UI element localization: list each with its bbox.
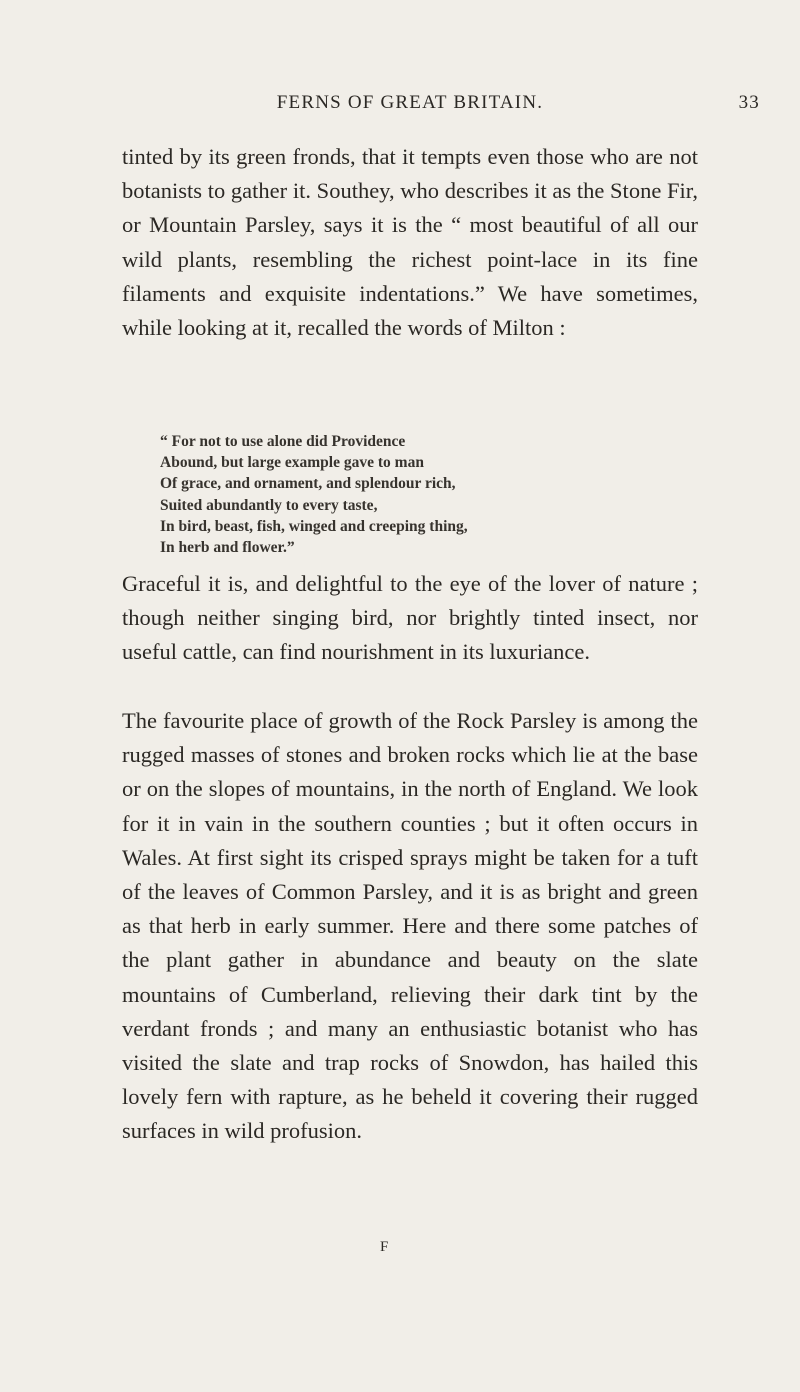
verse-line: Abound, but large example gave to man (160, 454, 424, 472)
verse-line: In bird, beast, fish, winged and creeping thing, (160, 517, 468, 535)
paragraph-2-text: Graceful it is, and delightful to the eye of the lover of nature ; though neither singing bird, nor brightly tinted insect, nor useful cattle, can find nourishment in its luxuriance. (122, 571, 698, 665)
verse-line: Suited abundantly to every taste, (160, 496, 378, 514)
page-number: 33 (738, 92, 760, 113)
paragraph-1-text: tinted by its green fronds, that it tempts even those who are not botanists to gather it. Southey, who describes it as the Stone Fir, or Mountain Parsley, says it is the “ most beautiful of all our wild plants, resembling the richest point-lace in its fine filaments and exquisite indentations.” We have sometimes, while looking at it, recalled the words of Milton : (122, 144, 698, 341)
verse-line: In herb and flower.” (160, 539, 295, 557)
verse-quotation (160, 431, 690, 558)
signature-mark: F (380, 1239, 390, 1255)
paragraph-3-text: The favourite place of growth of the Rock Parsley is among the rugged masses of stones and broken rocks which lie at the base or on the slopes of mountains, in the north of England. We look for it in vain in the southern counties ; but it often occurs in Wales. At first sight its crisped sprays might be taken for a tuft of the leaves of Common Parsley, and it is as bright and green as that herb in early summer. Here and there some patches of the plant gather in abundance and beauty on the slate mountains of Cumberland, relieving their dark tint by the verdant fronds ; and many an enthusiastic botanist who has visited the slate and trap rocks of Snowdon, has hailed this lovely fern with rapture, as he beheld it covering their rugged surfaces in wild profusion. (122, 708, 698, 1144)
running-title: FERNS OF GREAT BRITAIN. (276, 92, 544, 113)
verse-line: Of grace, and ornament, and splendour rich, (160, 475, 456, 493)
paragraph-1 (122, 140, 698, 345)
paragraph-3 (122, 704, 698, 1149)
verse-line: “ For not to use alone did Providence (160, 433, 406, 450)
paragraph-2 (122, 567, 698, 670)
running-head (60, 92, 760, 122)
